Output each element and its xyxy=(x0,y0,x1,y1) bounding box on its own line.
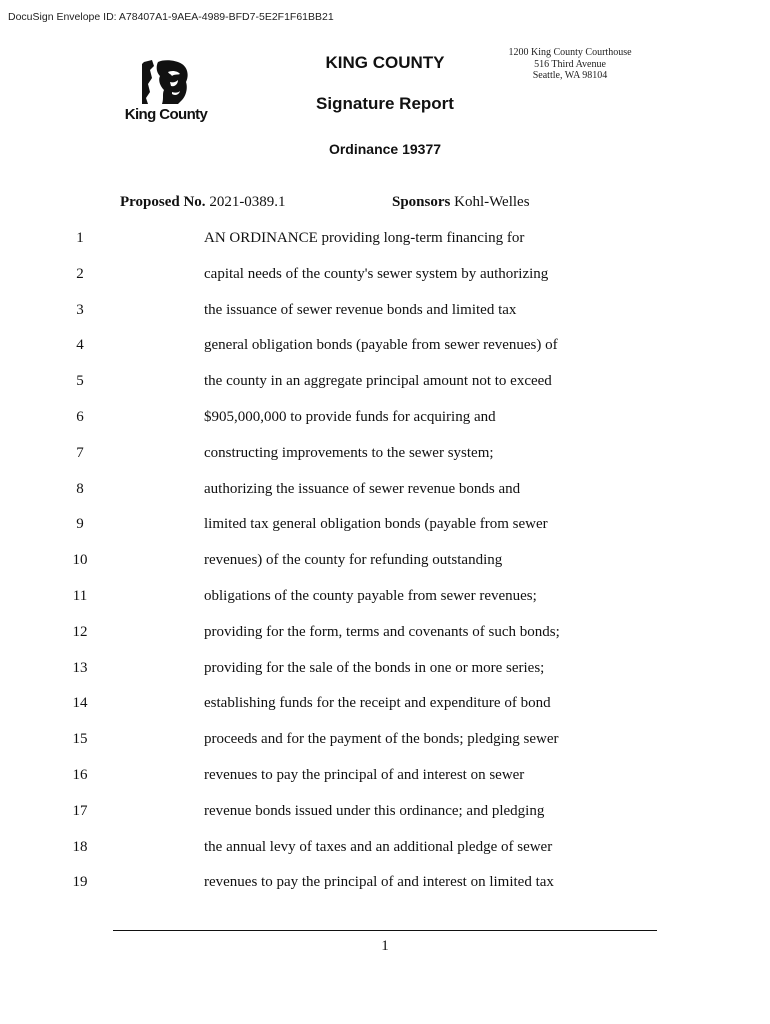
line-text: the issuance of sewer revenue bonds and limited tax xyxy=(204,301,517,318)
text-line xyxy=(0,445,770,481)
address-block xyxy=(505,47,635,82)
footer-divider xyxy=(113,930,657,931)
text-line xyxy=(0,302,770,338)
text-line xyxy=(0,660,770,696)
text-line xyxy=(0,624,770,660)
line-text: the annual levy of taxes and an additional pledge of sewer xyxy=(204,838,553,855)
text-line xyxy=(0,552,770,588)
line-number: 2 xyxy=(76,265,84,282)
line-number: 5 xyxy=(76,373,84,390)
text-line xyxy=(0,839,770,875)
line-text: providing for the form, terms and covenants of such bonds; xyxy=(204,623,560,640)
line-number: 8 xyxy=(76,480,84,497)
line-text: authorizing the issuance of sewer revenue bonds and xyxy=(204,480,521,497)
sponsors-label: Sponsors xyxy=(392,194,451,210)
line-number: 1 xyxy=(76,230,84,246)
text-line xyxy=(0,516,770,552)
text-line xyxy=(0,481,770,517)
line-number: 18 xyxy=(72,838,88,855)
mlk-portrait-icon xyxy=(142,60,190,104)
address-line: 1200 King County Courthouse xyxy=(508,47,632,58)
sponsors-value: Kohl-Welles xyxy=(454,194,530,210)
line-text: general obligation bonds (payable from sewer revenues) of xyxy=(204,337,558,354)
text-line xyxy=(0,337,770,373)
text-line xyxy=(0,695,770,731)
text-line xyxy=(0,230,770,266)
line-number: 9 xyxy=(76,516,84,533)
line-text: revenues to pay the principal of and interest on limited tax xyxy=(204,874,554,891)
ordinance-text xyxy=(0,230,770,910)
report-subtitle: Signature Report xyxy=(316,94,454,113)
line-text: $905,000,000 to provide funds for acquiring and xyxy=(204,408,496,425)
docusign-envelope-id: DocuSign Envelope ID: A78407A1-9AEA-4989-BFD7-5E2F1F61BB21 xyxy=(8,11,334,23)
text-line xyxy=(0,266,770,302)
line-number: 17 xyxy=(72,802,88,819)
line-text: the county in an aggregate principal amount not to exceed xyxy=(204,373,552,390)
sponsors xyxy=(392,194,530,211)
line-text: capital needs of the county's sewer system by authorizing xyxy=(204,265,549,282)
line-number: 16 xyxy=(72,766,88,783)
text-line xyxy=(0,731,770,767)
line-number: 12 xyxy=(72,623,88,640)
line-text: constructing improvements to the sewer system; xyxy=(204,444,494,461)
line-text: obligations of the county payable from sewer revenues; xyxy=(204,587,537,604)
line-text: establishing funds for the receipt and expenditure of bond xyxy=(204,695,551,712)
line-number: 6 xyxy=(76,408,84,425)
text-line xyxy=(0,803,770,839)
line-number: 4 xyxy=(76,337,84,354)
line-number: 13 xyxy=(72,659,88,676)
line-number: 7 xyxy=(76,444,84,461)
address-line: 516 Third Avenue xyxy=(534,58,606,70)
line-text: limited tax general obligation bonds (payable from sewer xyxy=(204,516,548,533)
proposed-value: 2021-0389.1 xyxy=(209,194,286,210)
line-text: AN ORDINANCE providing long-term financing for xyxy=(204,230,525,246)
proposed-number xyxy=(120,194,286,211)
line-number: 15 xyxy=(72,731,88,748)
ordinance-number: Ordinance 19377 xyxy=(328,141,442,157)
proposed-label: Proposed No. xyxy=(120,194,206,210)
king-county-logo xyxy=(118,60,214,128)
text-line xyxy=(0,588,770,624)
text-line xyxy=(0,373,770,409)
line-number: 19 xyxy=(72,874,88,891)
line-text: revenues) of the county for refunding outstanding xyxy=(204,552,503,569)
line-number: 11 xyxy=(72,587,88,604)
line-text: proceeds and for the payment of the bonds; pledging sewer xyxy=(204,731,559,748)
text-line xyxy=(0,409,770,445)
line-text: revenues to pay the principal of and interest on sewer xyxy=(204,766,525,783)
address-line: Seattle, WA 98104 xyxy=(532,70,608,81)
line-number: 14 xyxy=(72,695,88,712)
logo-text: King County xyxy=(124,106,208,123)
page-number: 1 xyxy=(381,938,389,954)
text-line xyxy=(0,767,770,803)
page-title: KING COUNTY xyxy=(325,53,445,72)
line-number: 3 xyxy=(76,301,84,318)
line-text: providing for the sale of the bonds in one or more series; xyxy=(204,659,545,676)
text-line xyxy=(0,874,770,910)
line-number: 10 xyxy=(72,552,88,569)
line-text: revenue bonds issued under this ordinance; and pledging xyxy=(204,802,545,819)
